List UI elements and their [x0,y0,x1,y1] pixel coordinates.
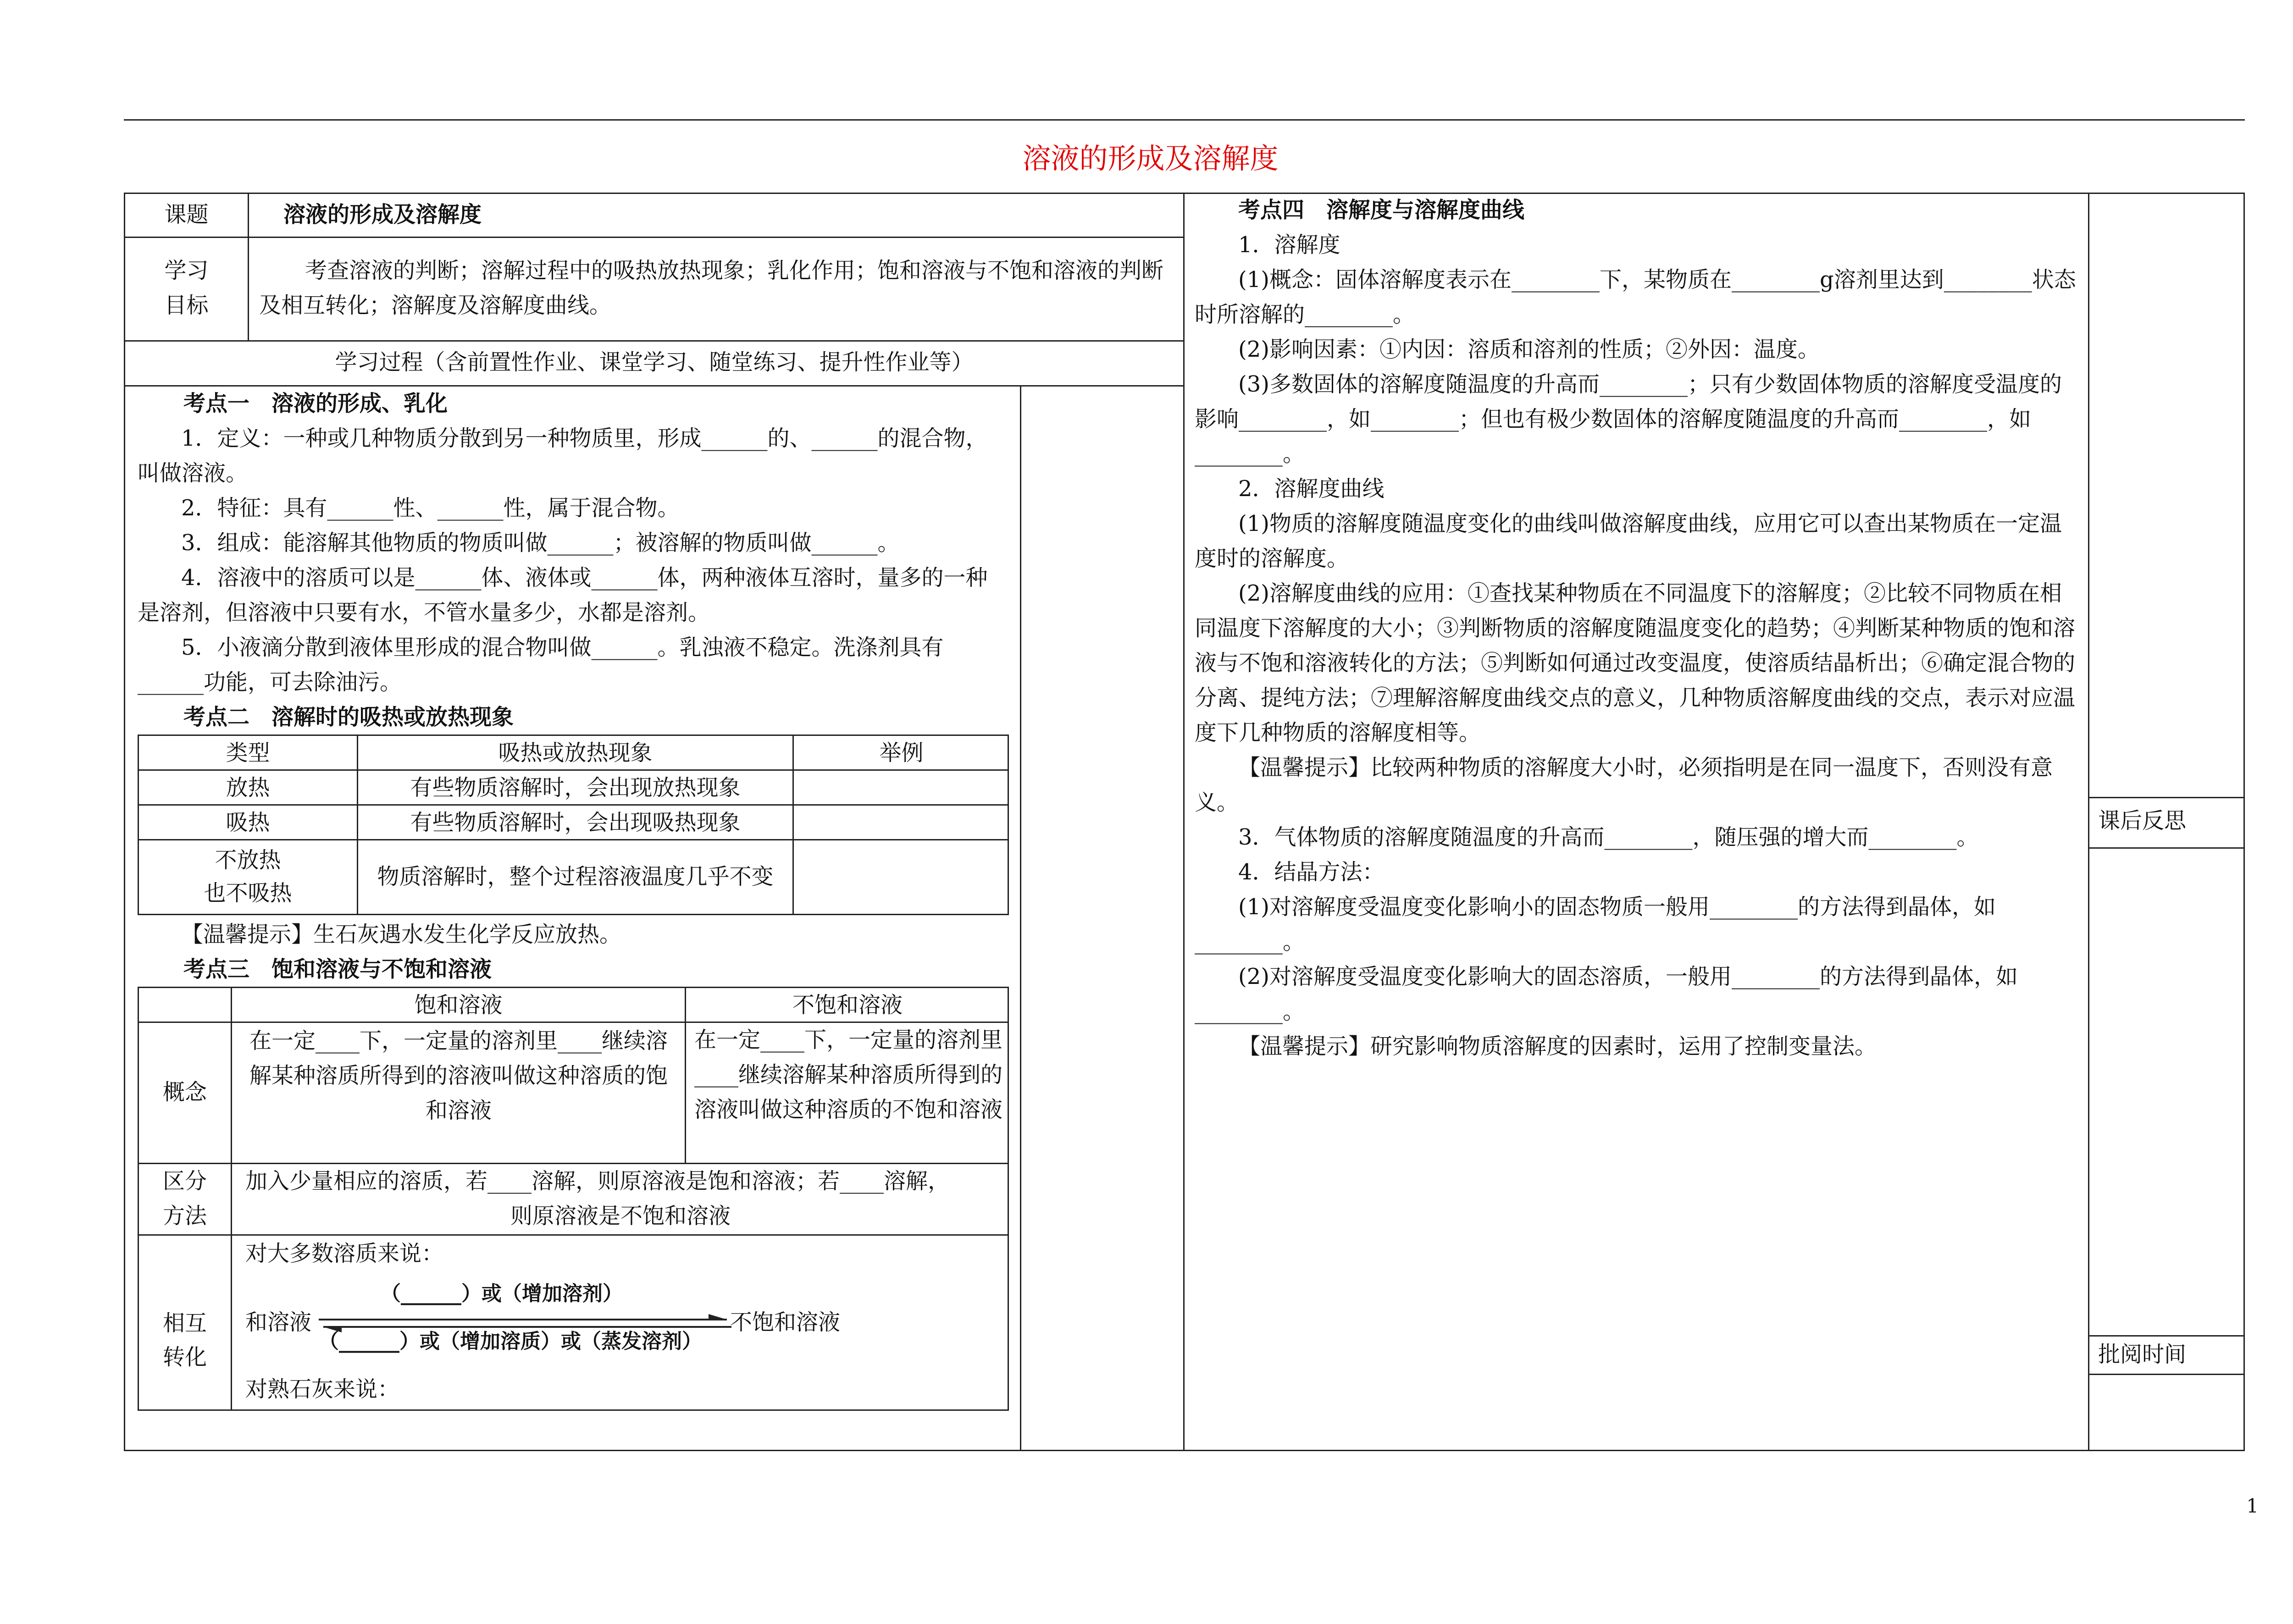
k2-row-2-phenomenon: 有些物质溶解时，会出现吸热现象 [410,810,741,835]
k3-title: 考点三 饱和溶液与不饱和溶液 [183,956,492,982]
process-label: 学习过程（含前置性作业、课堂学习、随堂练习、提升性作业等） [335,349,974,375]
k3-convert-top-condition: （______）或（增加溶剂） [381,1282,623,1305]
k2-row-3-type-line-1: 不放热 [215,847,281,873]
left-inner-right-edge [1020,385,1021,1450]
page-title: 溶液的形成及溶解度 [1022,142,1279,175]
top-rule [124,119,2245,121]
k2-row-1-phenomenon: 有些物质溶解时，会出现放热现象 [410,775,741,801]
column-divider-side [2088,193,2089,1451]
k4-title: 考点四 溶解度与溶解度曲线 [1238,197,1525,223]
k3-table-row-line-3 [138,1234,1009,1236]
s3-gas-solubility: 3．气体物质的溶解度随温度的升高而________，随压强的增大而________。 [1238,824,1979,850]
side-line-1 [2088,797,2245,798]
k2-row-1-type: 放热 [226,775,270,801]
frame-left [124,193,125,1451]
k3-header-saturated: 饱和溶液 [414,992,503,1018]
hint-control-variable: 【温馨提示】研究影响物质溶解度的因素时，运用了控制变量法。 [1238,1033,1877,1059]
k3-distinguish-line-2: 则原溶液是不饱和溶液 [510,1203,731,1229]
k3-header-unsaturated: 不饱和溶液 [792,992,903,1018]
k3-concept-saturated: 在一定____下，一定量的溶剂里____继续溶解某种溶质所得到的溶液叫做这种溶质的饱和溶液 [249,1028,668,1123]
topic-label: 课题 [164,202,209,227]
s1-title: 1．溶解度 [1238,232,1340,258]
header-label-divider [248,193,249,340]
s1-item-2: (2)影响因素：①内因：溶质和溶剂的性质；②外因：温度。 [1238,337,1820,362]
k3-distinguish-label-line-2: 方法 [162,1203,207,1229]
k3-convert-intro: 对大多数溶质来说： [245,1241,444,1266]
k2-hint: 【温馨提示】生石灰遇水发生化学反应放热。 [181,922,622,947]
k2-title: 考点二 溶解时的吸热或放热现象 [183,704,514,730]
hint-compare: 【温馨提示】比较两种物质的溶解度大小时，必须指明是在同一温度下，否则没有意义。 [1195,755,2053,815]
k3-convert-bottom-condition: （______）或（增加溶质）或（蒸发溶剂） [319,1330,702,1353]
side-line-4 [2088,1374,2245,1375]
k3-distinguish-line-1: 加入少量相应的溶质，若____溶解，则原溶液是饱和溶液；若____溶解， [245,1168,950,1194]
side-line-2 [2088,847,2245,849]
k3-concept-label: 概念 [162,1079,207,1105]
s2-item-1: (1)物质的溶解度随温度变化的曲线叫做溶解度曲线，应用它可以查出某物质在一定温度时的溶解度。 [1195,511,2062,571]
s2-item-2: (2)溶解度曲线的应用：①查找某种物质在不同温度下的溶解度；②比较不同物质在相同温度下溶解度的大小；③判断物质的溶解度随温度变化的趋势；④判断某种物质的饱和溶液与不饱和溶液转化的方法；⑤判断如何通过改变温度，使溶质结晶析出；⑥确定混合物的分离、提纯方法；⑦理解溶解度曲线交点的意义，几种物质溶解度曲线的交点，表示对应温度下几种物质的溶解度相等。 [1195,580,2076,746]
k3-convert-left-term: 和溶液 [245,1309,312,1335]
goal-label-line-1: 学习 [164,258,209,283]
reflection-label: 课后反思 [2098,808,2187,834]
side-line-3 [2088,1335,2245,1337]
column-divider-main [1183,193,1185,1451]
topic-value: 溶液的形成及溶解度 [283,202,482,227]
k2-row-3-phenomenon: 物质溶解时，整个过程溶液温度几乎不变 [377,864,774,889]
goal-text: 考查溶液的判断；溶解过程中的吸热放热现象；乳化作用；饱和溶液与不饱和溶液的判断及相互转化；溶解度及溶解度曲线。 [259,258,1164,318]
k1-item-2: 2．特征：具有______性、______性，属于混合物。 [181,495,680,521]
k1-item-1: 1．定义：一种或几种物质分散到另一种物质里，形成______的、______的混合物，叫做溶液。 [138,425,988,486]
k2-row-2-type: 吸热 [226,810,270,835]
frame-right [2243,193,2245,1451]
k1-item-3: 3．组成：能溶解其他物质的物质叫做______；被溶解的物质叫做______。 [181,530,900,556]
goal-label-line-2: 目标 [164,293,209,318]
review-time-label: 批阅时间 [2098,1342,2187,1367]
k1-title: 考点一 溶液的形成、乳化 [183,391,448,416]
s4-title: 4．结晶方法： [1238,859,1385,885]
k2-header-type: 类型 [226,740,270,766]
k3-convert-right-term: 不饱和溶液 [730,1309,841,1335]
k1-item-4: 4．溶液中的溶质可以是______体、液体或______体，两种液体互溶时，量多的一种是溶剂，但溶液中只要有水，不管水量多少，水都是溶剂。 [138,565,988,625]
k3-convert-lime: 对熟石灰来说： [245,1376,400,1402]
k2-row-3-type-line-2: 也不吸热 [204,880,292,906]
s4-item-2: (2)对溶解度受温度变化影响大的固态溶质，一般用________的方法得到晶体，如________。 [1195,964,2018,1024]
k2-header-example: 举例 [879,740,924,766]
s1-item-3: (3)多数固体的溶解度随温度的升高而________；只有少数固体物质的溶解度受温度的影响________，如________；但也有极少数固体的溶解度随温度的升高而________，如________。 [1195,371,2062,467]
k3-convert-label-line-2: 转化 [162,1344,207,1370]
k3-convert-label-line-1: 相互 [162,1310,207,1336]
s4-item-1: (1)对溶解度受温度变化影响小的固态物质一般用________的方法得到晶体，如________。 [1195,894,1996,955]
k2-header-phenomenon: 吸热或放热现象 [498,740,653,766]
page-number: 1 [2246,1495,2259,1517]
header-row-line-2 [124,340,1184,342]
k3-concept-unsaturated: 在一定____下，一定量的溶剂里____继续溶解某种溶质所得到的溶液叫做这种溶质的不饱和溶液 [694,1027,1002,1122]
k1-item-5: 5．小液滴分散到液体里形成的混合物叫做______。乳浊液不稳定。洗涤剂具有______功能，可去除油污。 [138,635,944,695]
header-row-line-1 [124,237,1184,238]
s2-title: 2．溶解度曲线 [1238,476,1385,502]
k3-distinguish-label-line-1: 区分 [162,1168,207,1194]
s1-item-1: (1)概念：固体溶解度表示在________下，某物质在________g溶剂里达到________状态时所溶解的________。 [1195,267,2076,327]
